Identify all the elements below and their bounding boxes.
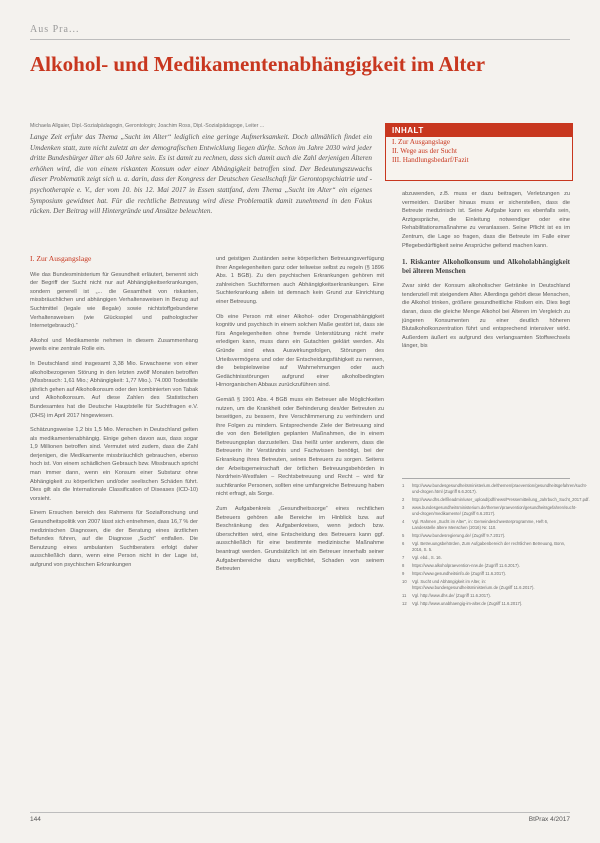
paragraph: und geistigen Zuständen seine körperlichen Betreuungsverfügung ihrer Angelegenheiten ganz oder teilweise selbst zu regeln (§ 1896 Abs. 1 BGB). Zu den psychischen Erkrankungen gehören mit zahlreichen Suchtformen auch Abhängigkeitserkrankungen. Eine Suchterkrankung allein ist demnach kein Grund zur Einrichtung einer Betreuung. bbox=[216, 256, 384, 305]
journal-issue: BtPrax 4/2017 bbox=[528, 816, 570, 823]
page-number: 144 bbox=[30, 816, 41, 823]
toc-item: II. Wege aus der Sucht bbox=[392, 147, 457, 155]
footer-divider bbox=[30, 812, 570, 813]
article-title: Alkohol- und Medikamentenabhängigkeit im Alter bbox=[30, 52, 486, 76]
toc-item: I. Zur Ausgangslage bbox=[392, 138, 451, 146]
footnote: 6 Vgl. Betreuungsbehörden, Zum Aufgabenbereich der rechtlichen Betreuung, Bonn, 2016, S. 5. bbox=[402, 541, 566, 552]
footnote: 5 http://www.bundesregierung.de/ (Zugriff 9.7.2017). bbox=[402, 533, 506, 538]
article-lead: Lange Zeit erfuhr das Thema „Sucht im Alter“ lediglich eine geringe Aufmerksamkeit. Doch allmählich findet ein Umdenken statt, zum nicht zuletzt an der demografischen Entwicklung liegen dürfte. Schon im Jahre 2030 wird jeder dritte Bundesbürger älter als 60 Jahre sein. Es ist damit zu rechnen, dass sich damit auch die Zahl derjenigen Älteren erhöhen wird, die von einem riskanten Konsum oder einer Abhängigkeit betroffen sind. Der Bedeutungszuwachs dieser Problematik zeigt sich u. a. darin, dass der Kongress der Deutschen Gesellschaft für Gerontopsychiatrie und -psychotherapie e. V., der vom 10. bis 12. Mai 2017 in Essen stattfand, dem Thema „Sucht im Alter“ ein eigenes Symposium gewidmet hat. Für die rechtliche Betreuung wird diese Problematik damit zunehmend in den Fokus rücken. Der Beitrag will Hintergründe und Ansätze beleuchten. bbox=[30, 133, 372, 216]
footnote: 9 https://www.gesundheitsinfo.de (Zugriff 11.6.2017). bbox=[402, 571, 507, 576]
footnote: 2 http://www.dhs.de/fileadmin/user_upload/pdf/news/Pressemitteilung_Jahrbuch_Sucht_2017.pdf. bbox=[402, 497, 590, 502]
footnote: 1 http://www.bundesgesundheitsministerium.de/themen/praevention/gesundheitsgefahren/sucht-und-drogen.html (Zugriff 6.6.2017). bbox=[402, 483, 588, 494]
header-divider bbox=[30, 39, 570, 40]
paragraph: Gemäß § 1901 Abs. 4 BGB muss ein Betreuer alle Möglichkeiten nutzen, um die Krankheit oder Behinderung des/der Betreuten zu beseitigen, zu bessern, ihre Verschlimmerung zu verhindern und ihre Folgen zu mindern. Entsprechende Ziele der Betreuung sind die von den Beteiligten geplanten Maßnahmen, die in einem Betreuungsplan darzustellen. Das heißt unter anderem, dass die Betreuerin ihr Verständnis und Fachwissen benötigt, bei der Erkrankung ihres Betreuten, seines Betreuers zu sorgen. Seitens der Arbeitsgemeinschaft der örtlichen Betreuungsbehörden in Nordrhein-Westfalen – Rechtsbetreuung und Recht – wird für suchtkranke Personen, sollten eine umfangreiche Betreuung haben nicht erfragt, als Sorge. bbox=[216, 396, 384, 498]
section-heading: I. Zur Ausgangslage bbox=[30, 254, 92, 263]
paragraph: Einem Ersuchen bereich des Rahmens für Sozialforschung und Gesundheitspolitik von 2007 lässt sich entnehmen, dass 16,7 % der medizinischen Diagnosen, die der Beratung eines ärztlichen Befundes führen, auf die Diagnose „Sucht“ entfallen. Die Benutzung eines ambulanten Suchtberaters erfolgt daher ausschließlich dann, wenn eine Person nicht in der Lage ist, aufgrund von psychischen Erkrankungen bbox=[30, 510, 198, 568]
footnote: 10 Vgl. Sucht und Abhängigkeit im Alter, in: https://www.bundesgesundheitsministerium.de (Zugriff 11.6.2017). bbox=[402, 579, 535, 590]
footnote: 7 Vgl. ebd., S. 16. bbox=[402, 555, 442, 560]
footnotes bbox=[402, 478, 590, 609]
paragraph: Zwar sinkt der Konsum alkoholischer Getränke in Deutschland tendenziell mit steigendem Alter. Allerdings gehört diese Menschen, die Alkohol trinken, größere gesundheitliche Risiken ein. Dies liegt daran, dass die gleiche Menge Alkohol bei Älteren im Vergleich zu jüngeren Konsumenten zu einer deutlich höheren Blutalkoholkonzentration führt und entsprechend intensiver wirkt. Außerdem äußert es aufgrund des verlangsamten Stoffwechsels länger, bis bbox=[402, 283, 570, 350]
footnote: 4 Vgl. Rahmen „Sucht im Alter“, in: Gemeindeschwesterprogramme, Heft 6, Landesstelle ältere Menschen (2016) Nr. 110. bbox=[402, 519, 549, 530]
text-column-3 bbox=[402, 190, 570, 357]
paragraph: Schätzungsweise 1,2 bis 1,5 Mio. Menschen in Deutschland gelten als medikamentenabhängig. Einige gehen davon aus, dass sogar 1,9 Millionen betroffen sind. Vermutet wird zudem, dass die Zahl derjenigen, die Medikamente missbräuchlich gebrauchen, ebenso hoch ist. Von einem schädlichen Gebrauch bzw. Missbrauch spricht man immer dann, wenn ein Konsum einer Substanz ohne Abhängigkeit zu körperlichen und/oder seelischen Schäden führt. Dies gilt als die Internationale Classification of Diseases (ICD-10) vorsieht. bbox=[30, 427, 198, 502]
subsection-heading: 1. Riskanter Alkoholkonsum und Alkoholabhängigkeit bei älteren Menschen bbox=[402, 258, 570, 276]
paragraph: abzuwenden, z.B. muss er dazu beitragen, Verletzungen zu vermeiden. Darüber hinaus muss er sicherstellen, dass die Betreute medizinisch ist. Seine Aufgabe kann es ebenfalls sein, Arztgespräche, die Einleitung notwendiger oder eine Rehabilitationsmaßnahme zu veranlassen. Seine Pflicht ist es im Zentrum, die Lage so fragen, dass die Betreute im Falle einer Pflegebedürftigkeit seine Ansprüche geltend machen kann. bbox=[402, 191, 570, 249]
toc-item: III. Handlungsbedarf/Fazit bbox=[392, 156, 469, 164]
text-column-2 bbox=[216, 255, 384, 580]
footnote: 8 https://www.alkoholpraevention-nrw.de (Zugriff 11.6.2017). bbox=[402, 563, 520, 568]
footnote: 12 Vgl. http://www.unabhaengig-im-alter.de (Zugriff 11.6.2017). bbox=[402, 601, 523, 606]
paragraph: Wie das Bundesministerium für Gesundheit erläutert, benennt sich der Begriff der Sucht nicht nur auf Abhängigkeitserkrankungen, sondern generell ist „... die Gesamtheit von riskanten, missbräuchlichen und abhängigen Verhaltensweisen in Bezug auf Suchtmittel (legale wie illegale) sowie nichtstoffgebundene Verhaltensweisen (wie Glücksspiel und pathologischer Internetgebrauch).“ bbox=[30, 271, 198, 330]
toc-heading: INHALT bbox=[386, 124, 572, 137]
article-authors: Michaela Allgaier, Dipl.-Sozialpädagogin, Gerontologin; Joachim Ross, Dipl.-Sozialpädagoge, Leiter ... bbox=[30, 123, 265, 129]
footnote: 3 www.bundesgesundheitsministerium.de/themen/praevention/gesundheitsgefahren/sucht-und-drogen/medikamente/ (Zugriff 6.6.2017). bbox=[402, 505, 577, 516]
paragraph: Zum Aufgabenkreis „Gesundheitssorge“ eines rechtlichen Betreuers gehören alle Bereiche im Hinblick bzw. auf Beschränkung des Aufgabenkreises, wenn jedoch bzw. überschritten wird, eine Entscheidung des Betreuers kann ggf. ausschließlich für eine bestimmte medizinische Maßnahme beantragt werden. Grundsätzlich ist ein Betreuer innerhalb seiner Aufgabenbereiche dazu verpflichtet, Schaden von seinem Betreuten bbox=[216, 506, 384, 573]
paragraph: In Deutschland sind insgesamt 3,38 Mio. Erwachsene von einer alkoholbezogenen Störung in den letzten zwölf Monaten betroffen (Missbrauch: 1,61 Mio.; Abhängigkeit: 1,77 Mio.). 74.000 Todesfälle jährlich gehen auf Alkoholkonsum oder den kombinierten von Tabak und Alkoholkonsum. Auf diese Zahlen des Statistischen Bundesamtes hat die Deutsche Hauptstelle für Suchtfragen e.V. (DHS) im April 2017 hingewiesen. bbox=[30, 360, 198, 419]
section-tag: Aus Pra... bbox=[30, 24, 80, 35]
toc-box bbox=[385, 123, 573, 181]
paragraph: Alkohol und Medikamente nehmen in diesem Zusammenhang jeweils eine zentrale Rolle ein. bbox=[30, 337, 198, 353]
paragraph: Ob eine Person mit einer Alkohol- oder Drogenabhängigkeit kognitiv und psychisch in einem solchen Maße gestört ist, dass sie fürs Angelegenheiten ohne fremde Unterstützung nicht mehr erledigen kann, muss dann ein Gutachten geklärt werden. Als Gründe sind etwa Auswirkungsfolgen, Störungen des Urteilsvermögens und oder der Entscheidungsfähigkeit zu nennen, die beispielsweise auf Wahrnehmungen oder auch Gedächtnisstörungen aufgrund einer alkoholbedingten Hirnorganischen Abbaus zurückzuführen sind. bbox=[216, 313, 384, 389]
footnote: 11 Vgl. http://www.dhs.de/ (Zugriff 11.6.2017). bbox=[402, 593, 491, 598]
text-column-1 bbox=[30, 255, 198, 576]
